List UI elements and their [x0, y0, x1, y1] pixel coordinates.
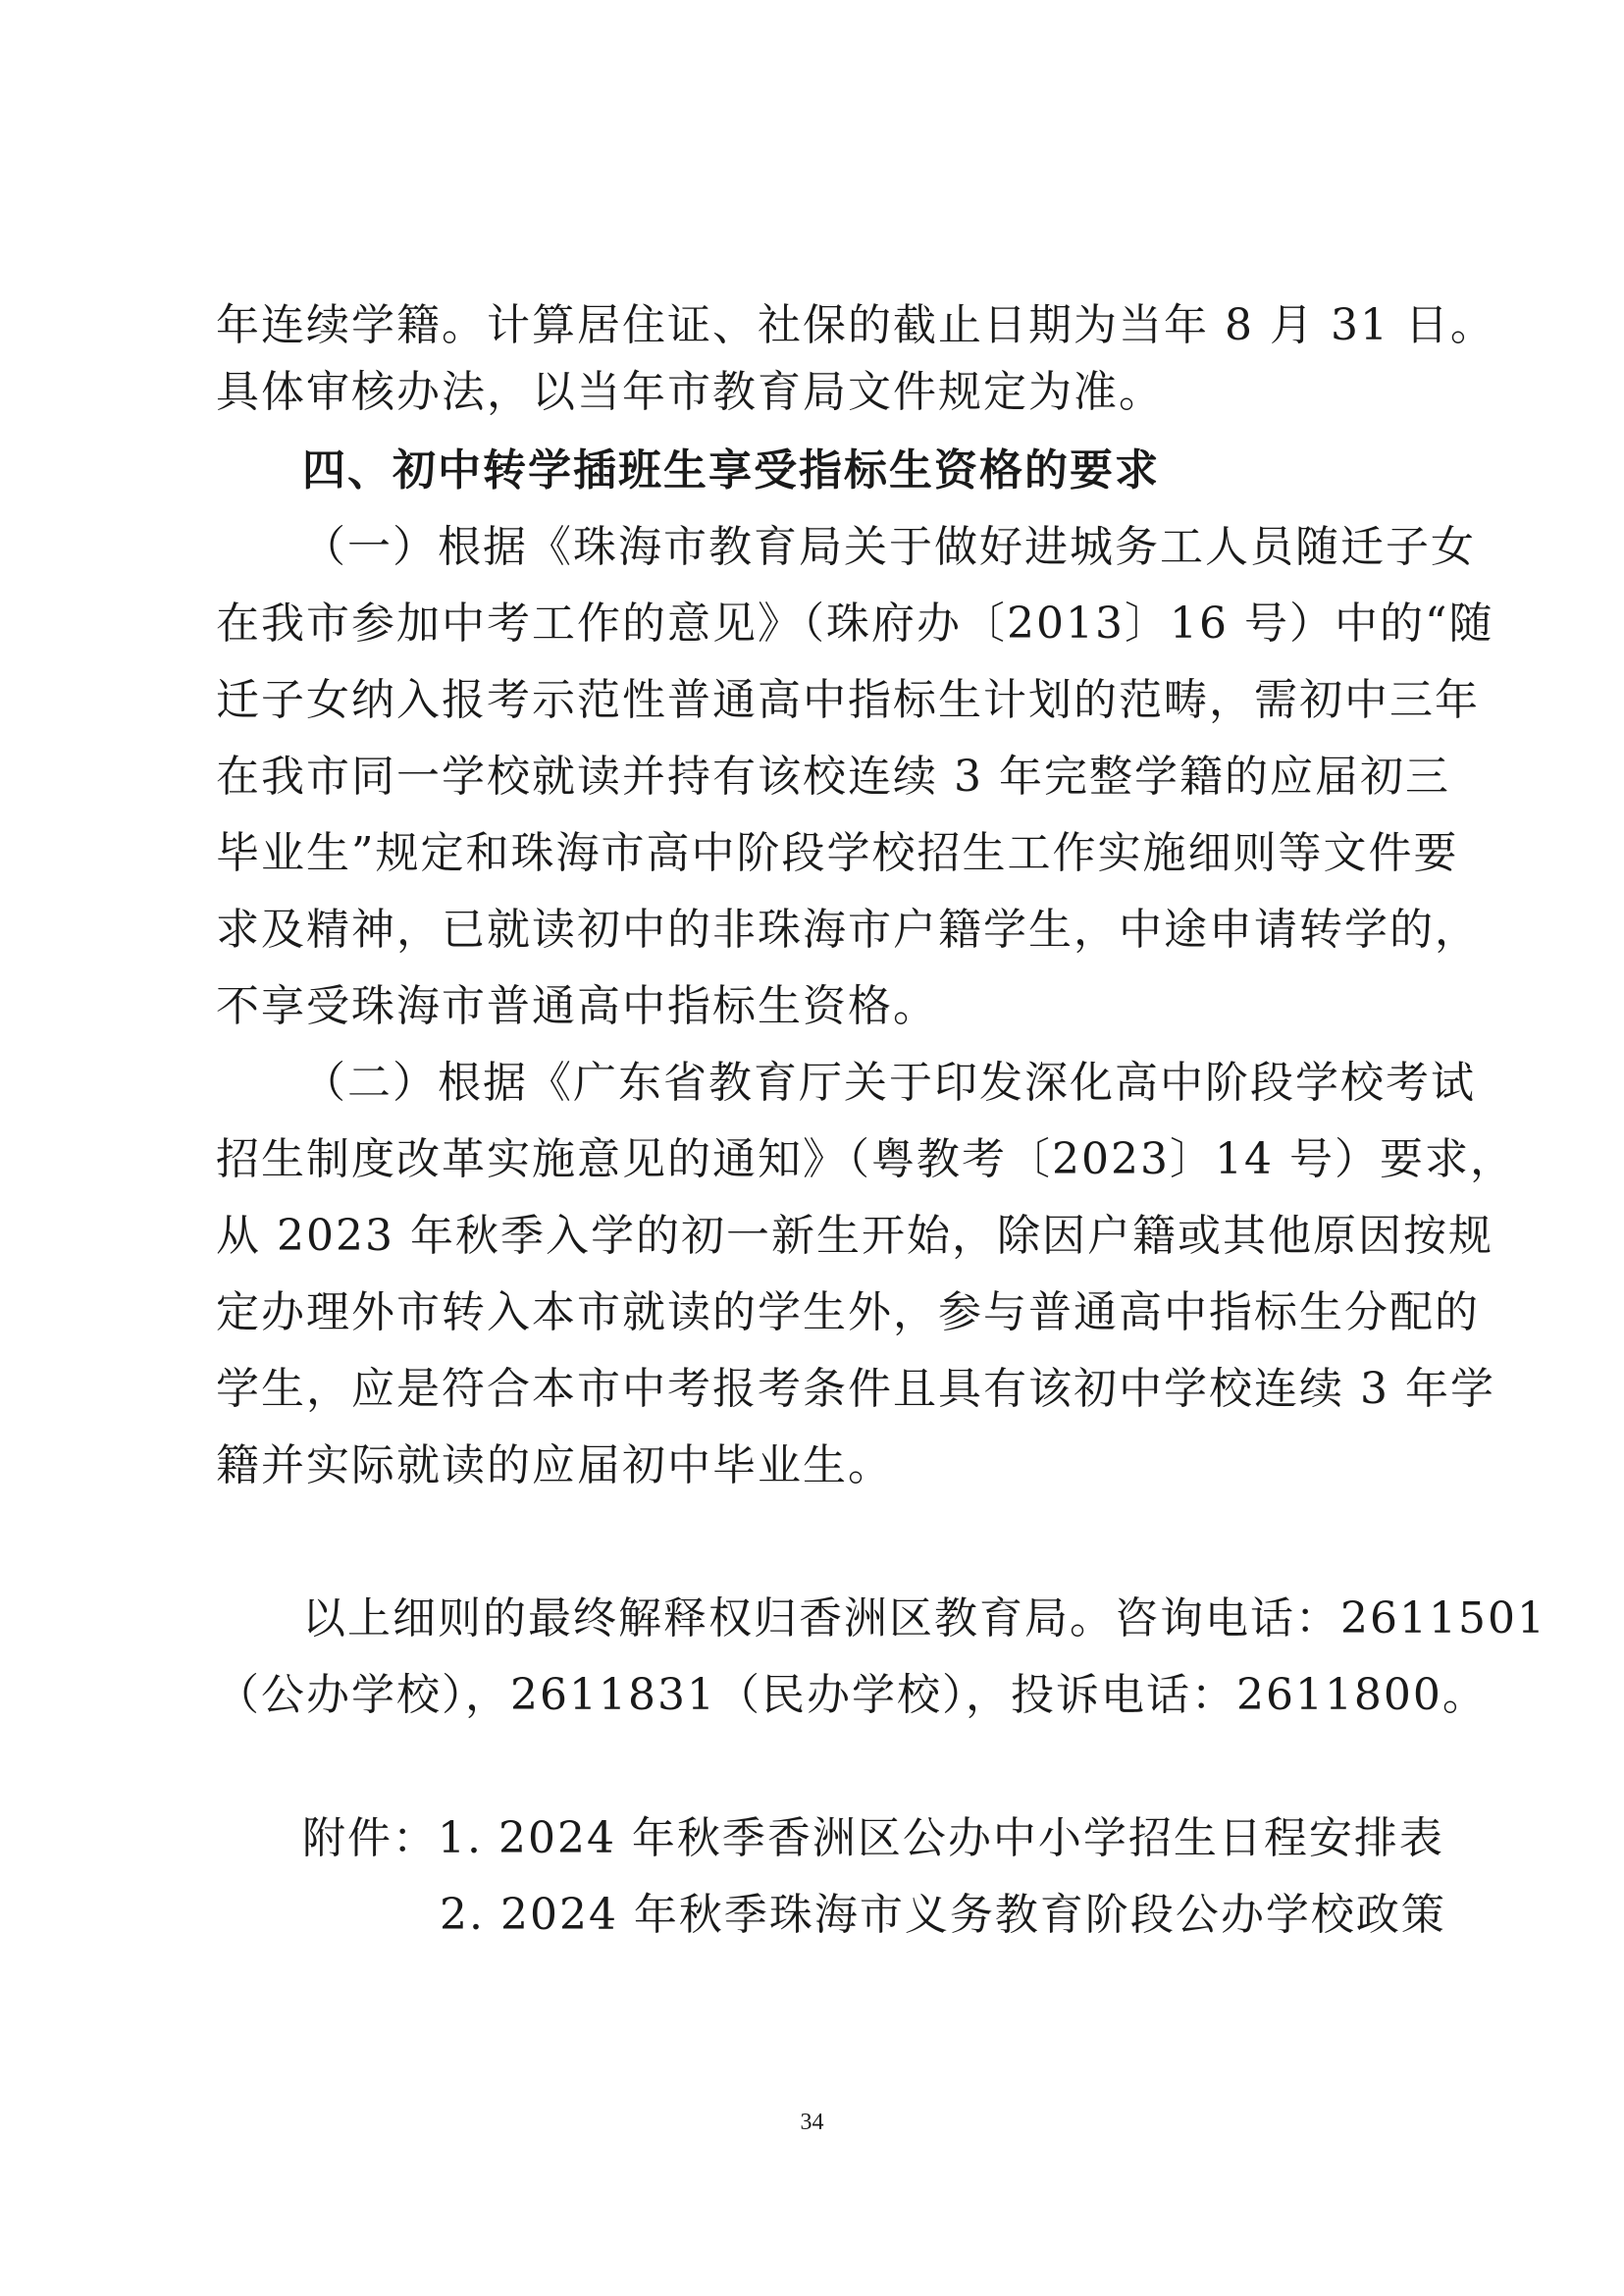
body-line: 在我市同一学校就读并持有该校连续 3 年完整学籍的应届初三 — [216, 752, 1450, 802]
page-number: 34 — [800, 2110, 824, 2135]
body-line: 学生，应是符合本市中考报考条件且具有该初中学校连续 3 年学 — [216, 1364, 1495, 1414]
contact-line: （公办学校），2611831（民办学校），投诉电话：2611800。 — [216, 1670, 1488, 1720]
body-line: 年连续学籍。计算居住证、社保的截止日期为当年 8 月 31 日。 — [216, 300, 1495, 350]
contact-line: 以上细则的最终解释权归香洲区教育局。咨询电话：2611501 — [302, 1593, 1546, 1644]
body-line: 迁子女纳入报考示范性普通高中指标生计划的范畴，需初中三年 — [216, 675, 1480, 725]
body-line: 求及精神，已就读初中的非珠海市户籍学生，中途申请转学的， — [216, 905, 1480, 955]
body-line: 定办理外市转入本市就读的学生外，参与普通高中指标生分配的 — [216, 1287, 1480, 1337]
body-line: （二）根据《广东省教育厅关于印发深化高中阶段学校考试 — [302, 1058, 1476, 1108]
section-heading: 四、初中转学插班生享受指标生资格的要求 — [302, 445, 1160, 496]
attachment-line: 附件：1. 2024 年秋季香洲区公办中小学招生日程安排表 — [302, 1813, 1444, 1863]
body-line: 不享受珠海市普通高中指标生资格。 — [216, 981, 938, 1031]
body-line: 从 2023 年秋季入学的初一新生开始，除因户籍或其他原因按规 — [216, 1211, 1493, 1261]
body-line: 在我市参加中考工作的意见》（珠府办〔2013〕16 号）中的“随 — [216, 599, 1494, 649]
body-line: 籍并实际就读的应届初中毕业生。 — [216, 1440, 893, 1490]
attachment-line: 2. 2024 年秋季珠海市义务教育阶段公办学校政策 — [440, 1890, 1446, 1940]
body-line: （一）根据《珠海市教育局关于做好进城务工人员随迁子女 — [302, 522, 1476, 572]
body-line: 具体审核办法，以当年市教育局文件规定为准。 — [216, 367, 1164, 417]
body-line: 毕业生”规定和珠海市高中阶段学校招生工作实施细则等文件要 — [216, 828, 1459, 878]
body-line: 招生制度改革实施意见的通知》（粤教考〔2023〕14 号）要求， — [216, 1134, 1515, 1184]
